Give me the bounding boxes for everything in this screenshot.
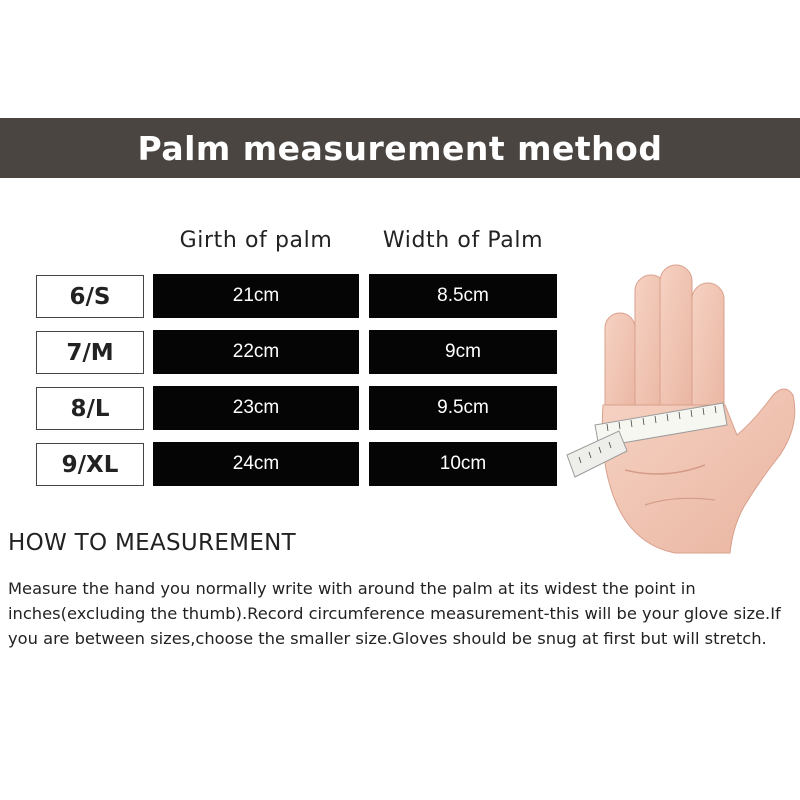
- size-label: 9/XL: [36, 443, 144, 486]
- size-label: 8/L: [36, 387, 144, 430]
- width-cell: 10cm: [369, 442, 557, 486]
- width-cell: 8.5cm: [369, 274, 557, 318]
- width-cell: 9cm: [369, 330, 557, 374]
- howto-heading: HOW TO MEASUREMENT: [8, 530, 297, 556]
- howto-instructions: Measure the hand you normally write with around the palm at its widest the point in inches(excluding the thumb).Record circumference measurement-this will be your glove size.If you are between sizes,choose the smaller size.Gloves should be snug at first but will stretch.: [8, 579, 781, 648]
- width-column-header: Width of Palm: [382, 228, 544, 253]
- girth-column-header: Girth of palm: [179, 228, 333, 253]
- girth-cell: 23cm: [153, 386, 359, 430]
- girth-cell: 24cm: [153, 442, 359, 486]
- size-label: 6/S: [36, 275, 144, 318]
- page-title: Palm measurement method: [137, 128, 663, 168]
- width-cell: 9.5cm: [369, 386, 557, 430]
- size-label: 7/M: [36, 331, 144, 374]
- girth-cell: 22cm: [153, 330, 359, 374]
- hand-with-measuring-tape-icon: [555, 255, 800, 555]
- title-banner: [0, 118, 800, 178]
- girth-cell: 21cm: [153, 274, 359, 318]
